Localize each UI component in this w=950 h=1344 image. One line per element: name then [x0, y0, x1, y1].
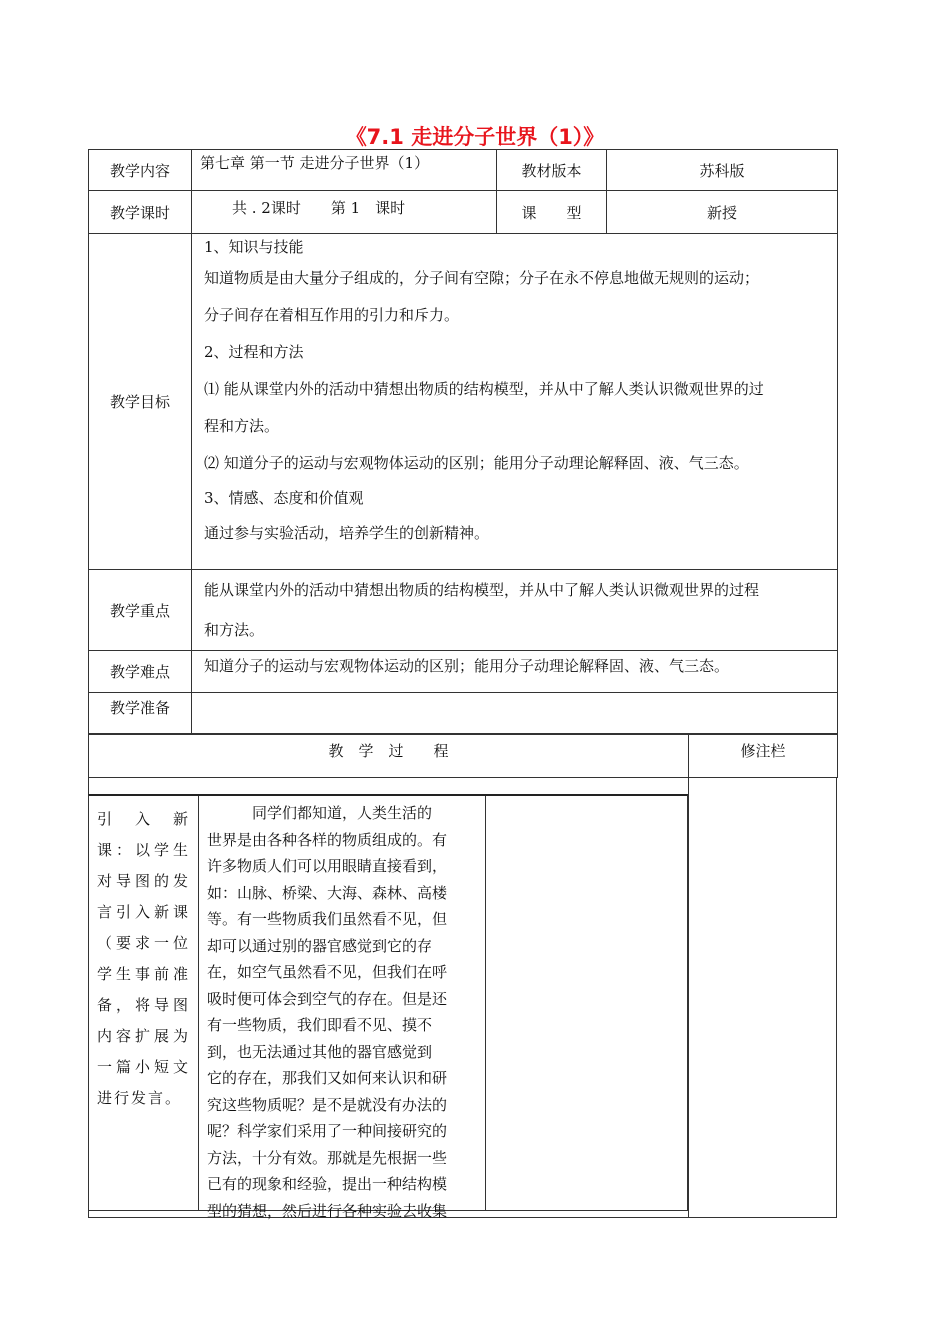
- goal-line: 1、知识与技能: [204, 238, 304, 256]
- goal-line: ⑵ 知道分子的运动与宏观物体运动的区别；能用分子动理论解释固、液、气三态。: [204, 454, 749, 472]
- text-line: 许多物质人们可以用眼睛直接看到，: [207, 857, 448, 875]
- step-line: 言引入新课: [97, 903, 190, 921]
- row-goals: [89, 234, 838, 570]
- process-step-table: [88, 794, 688, 1220]
- process-header: 教 学 过 程: [89, 734, 689, 778]
- step-line: （要求一位: [97, 934, 190, 952]
- goal-line: 3、情感、态度和价值观: [204, 489, 364, 507]
- text-line: 到，也无法通过其他的器官感觉到: [207, 1042, 433, 1061]
- step-description: [89, 796, 199, 1210]
- content-value: 第七章 第一节 走进分子世界（1）: [192, 150, 497, 191]
- row-prep: [89, 693, 838, 735]
- goal-line: 分子间存在着相互作用的引力和斥力。: [204, 306, 460, 324]
- prep-value: [192, 693, 838, 735]
- step-line: 学生事前准: [97, 965, 190, 983]
- step-line: 一篇小短文: [97, 1058, 190, 1076]
- focus-line: 和方法。: [204, 621, 265, 639]
- text-line: 它的存在，那我们又如何来认识和研: [207, 1069, 448, 1087]
- step-line: 引 入 新: [97, 810, 190, 828]
- text-line: 有一些物质，我们即看不见、摸不: [207, 1016, 433, 1034]
- focus-label: 教学重点: [89, 570, 192, 651]
- row-focus: [89, 570, 838, 651]
- text-line: 已有的现象和经验，提出一种结构模: [207, 1175, 448, 1193]
- goal-line: 知道物质是由大量分子组成的，分子间有空隙；分子在永不停息地做无规则的运动；: [204, 269, 760, 287]
- difficulty-label: 教学难点: [89, 651, 192, 693]
- text-line: 在，如空气虽然看不见，但我们在呼: [207, 963, 448, 981]
- hours-value: 共 . 2课时 第 1 课时: [192, 191, 497, 234]
- row-hours: [89, 191, 838, 234]
- difficulty-value: 知道分子的运动与宏观物体运动的区别；能用分子动理论解释固、液、气三态。: [192, 651, 838, 693]
- goals-label: 教学目标: [89, 234, 192, 570]
- type-value: 新授: [607, 191, 838, 234]
- prep-label: 教学准备: [89, 693, 192, 735]
- process-header-table: [88, 733, 838, 778]
- text-line: 型的猜想，然后进行各种实验去收集: [207, 1201, 448, 1220]
- row-difficulty: [89, 651, 838, 693]
- notes-header: 修注栏: [689, 734, 838, 778]
- notes-column: [688, 777, 837, 1218]
- lesson-info-table: [88, 149, 838, 735]
- step-line: 课：以学生: [97, 841, 190, 859]
- step-notes: [486, 796, 687, 1210]
- text-line: 同学们都知道，人类生活的: [207, 804, 433, 822]
- page-title: 《7.1 走进分子世界（1）》: [345, 125, 605, 149]
- goal-line: ⑴ 能从课堂内外的活动中猜想出物质的结构模型，并从中了解人类认识微观世界的过: [204, 380, 764, 398]
- goal-line: 程和方法。: [204, 417, 280, 435]
- text-line: 究这些物质呢？是不是就没有办法的: [207, 1095, 448, 1114]
- text-line: 方法，十分有效。那就是先根据一些: [207, 1148, 448, 1167]
- type-label: 课 型: [497, 191, 607, 234]
- edition-value: 苏科版: [607, 150, 838, 191]
- step-text: [199, 796, 486, 1220]
- step-line: 内容扩展为: [97, 1027, 190, 1045]
- goals-content: [192, 234, 838, 570]
- text-line: 如：山脉、桥梁、大海、森林、高楼: [207, 883, 448, 902]
- text-line: 世界是由各种各样的物质组成的。有: [207, 830, 448, 849]
- text-line: 却可以通过别的器官感觉到它的存: [207, 936, 433, 955]
- text-line: 吸时便可体会到空气的存在。但是还: [207, 989, 448, 1008]
- edition-label: 教材版本: [497, 150, 607, 191]
- text-line: 呢？科学家们采用了一种间接研究的: [207, 1122, 448, 1140]
- step-line: 进行发言。: [97, 1089, 183, 1107]
- goal-line: 通过参与实验活动，培养学生的创新精神。: [204, 524, 490, 542]
- step-line: 备，将导图: [97, 996, 190, 1014]
- text-line: 等。有一些物质我们虽然看不见，但: [207, 910, 448, 928]
- focus-line: 能从课堂内外的活动中猜想出物质的结构模型，并从中了解人类认识微观世界的过程: [204, 581, 760, 599]
- focus-content: [192, 570, 838, 651]
- goal-line: 2、过程和方法: [204, 343, 304, 361]
- step-line: 对导图的发: [97, 872, 190, 890]
- row-content: [89, 150, 838, 191]
- content-label: 教学内容: [89, 150, 192, 191]
- hours-label: 教学课时: [89, 191, 192, 234]
